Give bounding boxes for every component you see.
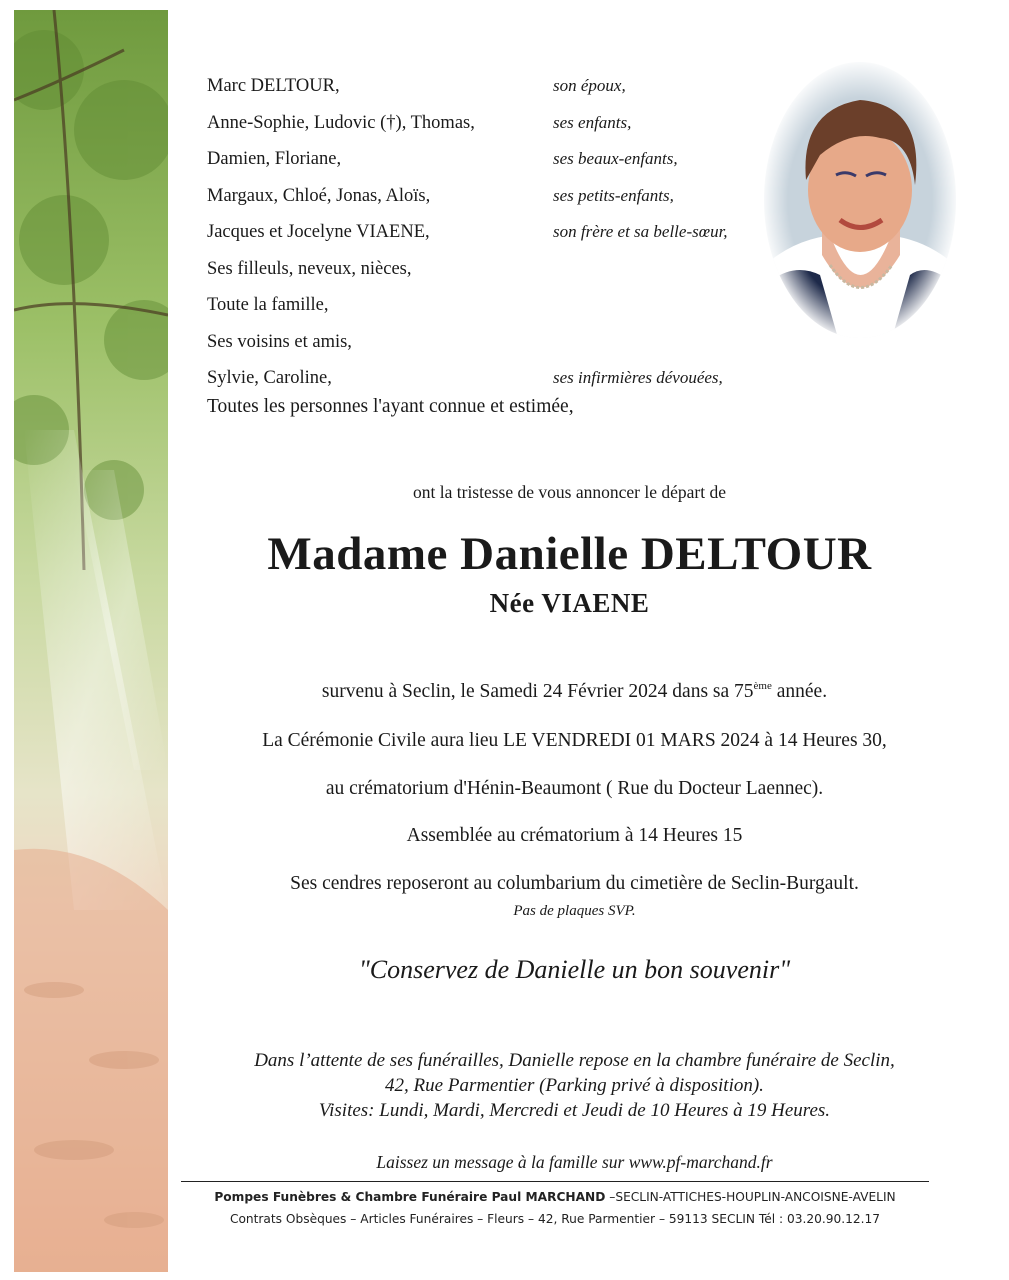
death-text-end: année. [771, 681, 828, 702]
announcement-text: ont la tristesse de vous annoncer le départ de [413, 482, 726, 502]
ceremony-place-line: au crématorium d'Hénin-Beaumont ( Rue du Docteur Laennec). [325, 778, 824, 799]
visit-line-1: Dans l’attente de ses funérailles, Danielle repose en la chambre funéraire de Seclin, [254, 1050, 895, 1071]
footer-line-1 [181, 1186, 929, 1208]
death-text: survenu à Seclin, le Samedi 24 Février 2024 dans sa 75 [321, 681, 754, 702]
family-row [207, 105, 777, 142]
ordinal-suffix: ème [753, 680, 772, 692]
family-row [207, 360, 777, 397]
company-name: Pompes Funèbres & Chambre Funéraire Paul MARCHAND [214, 1190, 606, 1204]
family-name: Ses voisins et amis, [207, 331, 352, 352]
family-row [207, 324, 777, 361]
memorial-quote: "Conservez de Danielle un bon souvenir" [358, 955, 791, 984]
family-name: Toute la famille, [207, 295, 329, 315]
maiden-name: Née VIAENE [489, 588, 650, 618]
ashes-line: Ses cendres reposeront au columbarium du cimetière de Seclin-Burgault. [290, 873, 859, 894]
family-name: Margaux, Chloé, Jonas, Aloïs, [207, 185, 431, 206]
family-row [207, 68, 777, 105]
family-row [207, 178, 777, 215]
visit-info [0, 1048, 1009, 1123]
family-name: Damien, Floriane, [207, 149, 342, 169]
family-role: son époux, [553, 76, 626, 95]
family-row [207, 251, 777, 288]
family-name: Jacques et Jocelyne VIAENE, [207, 222, 430, 242]
assembly-line: Assemblée au crématorium à 14 Heures 15 [406, 825, 743, 846]
company-towns: –SECLIN-ATTICHES-HOUPLIN-ANCOISNE-AVELIN [605, 1190, 896, 1204]
message-invite: Laissez un message à la famille sur www.pf-marchand.fr [376, 1152, 773, 1172]
family-row [207, 214, 777, 251]
plaques-note: Pas de plaques SVP. [513, 903, 636, 919]
portrait-photo [760, 60, 960, 345]
death-line [0, 680, 1009, 703]
family-name: Ses filleuls, neveux, nièces, [207, 258, 412, 279]
family-name: Sylvie, Caroline, [207, 368, 332, 388]
ceremony-line: La Cérémonie Civile aura lieu LE VENDREDI 01 MARS 2024 à 14 Heures 30, [262, 730, 887, 751]
family-name: Marc DELTOUR, [207, 76, 340, 96]
visit-line-2: 42, Rue Parmentier (Parking privé à disposition). [385, 1075, 764, 1096]
visit-line-3: Visites: Lundi, Mardi, Mercredi et Jeudi de 10 Heures à 19 Heures. [318, 1100, 831, 1121]
family-row [207, 287, 777, 324]
family-role: son frère et sa belle-sœur, [553, 222, 728, 241]
footer-divider [181, 1181, 929, 1182]
family-role: ses petits-enfants, [553, 185, 674, 205]
family-role: ses infirmières dévouées, [553, 368, 723, 387]
family-role: ses beaux-enfants, [553, 149, 678, 168]
footer-line-2: Contrats Obsèques – Articles Funéraires – Fleurs – 42, Rue Parmentier – 59113 SECLIN Tél : 03.20.90.12.17 [229, 1212, 881, 1226]
deceased-name: Madame Danielle DELTOUR [267, 528, 872, 580]
family-name: Anne-Sophie, Ludovic (†), Thomas, [207, 112, 475, 133]
closing-line: Toutes les personnes l'ayant connue et estimée, [207, 396, 574, 417]
family-row [207, 141, 777, 178]
family-list [207, 68, 777, 397]
footer [181, 1186, 929, 1230]
family-role: ses enfants, [553, 112, 632, 132]
